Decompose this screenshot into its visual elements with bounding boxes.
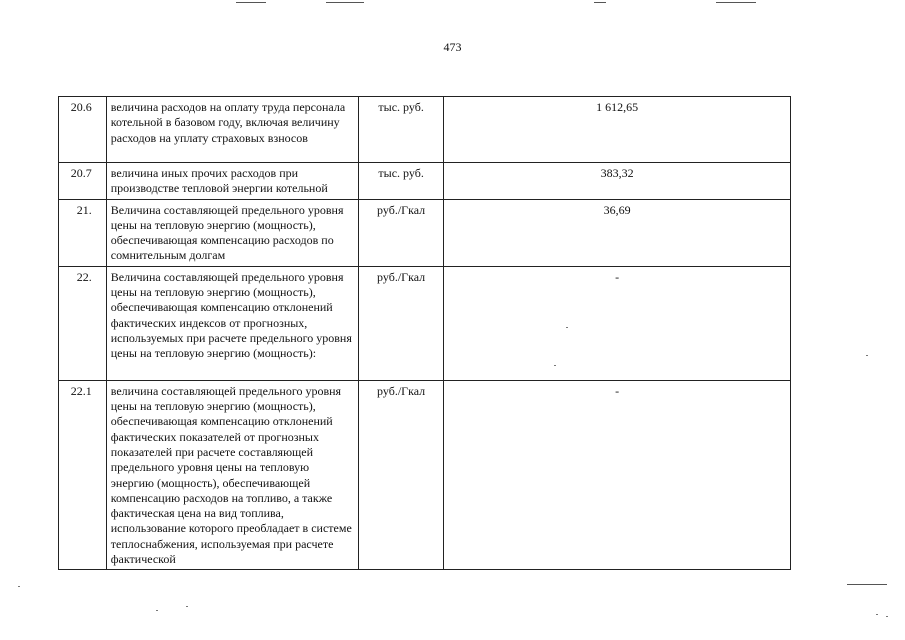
row-description: величина иных прочих расходов при производстве тепловой энергии котельной bbox=[106, 163, 358, 200]
scan-artifact bbox=[847, 584, 887, 585]
scan-speck bbox=[876, 614, 878, 615]
row-number: 22. bbox=[59, 266, 107, 380]
table-row bbox=[59, 266, 791, 380]
row-value: 1 612,65 bbox=[444, 97, 791, 163]
row-number: 21. bbox=[59, 199, 107, 266]
table-row bbox=[59, 97, 791, 163]
page-number: 473 bbox=[443, 40, 462, 54]
scan-artifact bbox=[326, 2, 364, 3]
row-number: 20.6 bbox=[59, 97, 107, 163]
row-description: величина расходов на оплату труда персонала котельной в базовом году, включая величину расходов на уплату страховых взносов bbox=[106, 97, 358, 163]
scan-speck bbox=[886, 616, 888, 617]
scan-speck bbox=[18, 586, 20, 587]
table-row bbox=[59, 380, 791, 570]
scan-speck bbox=[156, 610, 158, 611]
row-number: 22.1 bbox=[59, 380, 107, 570]
row-value: 383,32 bbox=[444, 163, 791, 200]
row-value: - bbox=[444, 266, 791, 380]
scan-speck bbox=[186, 606, 188, 607]
scan-artifact bbox=[236, 2, 266, 3]
scan-speck bbox=[554, 365, 556, 366]
row-value: 36,69 bbox=[444, 199, 791, 266]
table-row bbox=[59, 199, 791, 266]
row-number: 20.7 bbox=[59, 163, 107, 200]
row-description: Величина составляющей предельного уровня цены на тепловую энергию (мощность), обеспечивающая компенсацию расходов по сомнительным долгам bbox=[106, 199, 358, 266]
row-value: - bbox=[444, 380, 791, 570]
scan-speck bbox=[866, 355, 868, 356]
row-description: величина составляющей предельного уровня цены на тепловую энергию (мощность), обеспечивающая компенсацию отклонений фактических показателей от прогнозных показателей при расчете составляющей предельного уровня цены на тепловую энергию (мощность), обеспечивающей компенсацию расходов на топливо, а также фактическая цена на вид топлива, использование которого преобладает в системе теплоснабжения, используемая при расчете фактической bbox=[106, 380, 358, 570]
row-description: Величина составляющей предельного уровня цены на тепловую энергию (мощность), обеспечивающая компенсацию отклонений фактических индексов от прогнозных, используемых при расчете предельного уровня цены на тепловую энергию (мощность): bbox=[106, 266, 358, 380]
row-unit: руб./Гкал bbox=[359, 199, 444, 266]
row-unit: руб./Гкал bbox=[359, 380, 444, 570]
table-row bbox=[59, 163, 791, 200]
row-unit: руб./Гкал bbox=[359, 266, 444, 380]
scan-artifact bbox=[716, 2, 756, 3]
scan-artifact bbox=[594, 2, 606, 3]
row-unit: тыс. руб. bbox=[359, 97, 444, 163]
row-unit: тыс. руб. bbox=[359, 163, 444, 200]
scan-speck bbox=[566, 327, 568, 328]
tariff-table bbox=[58, 96, 791, 570]
